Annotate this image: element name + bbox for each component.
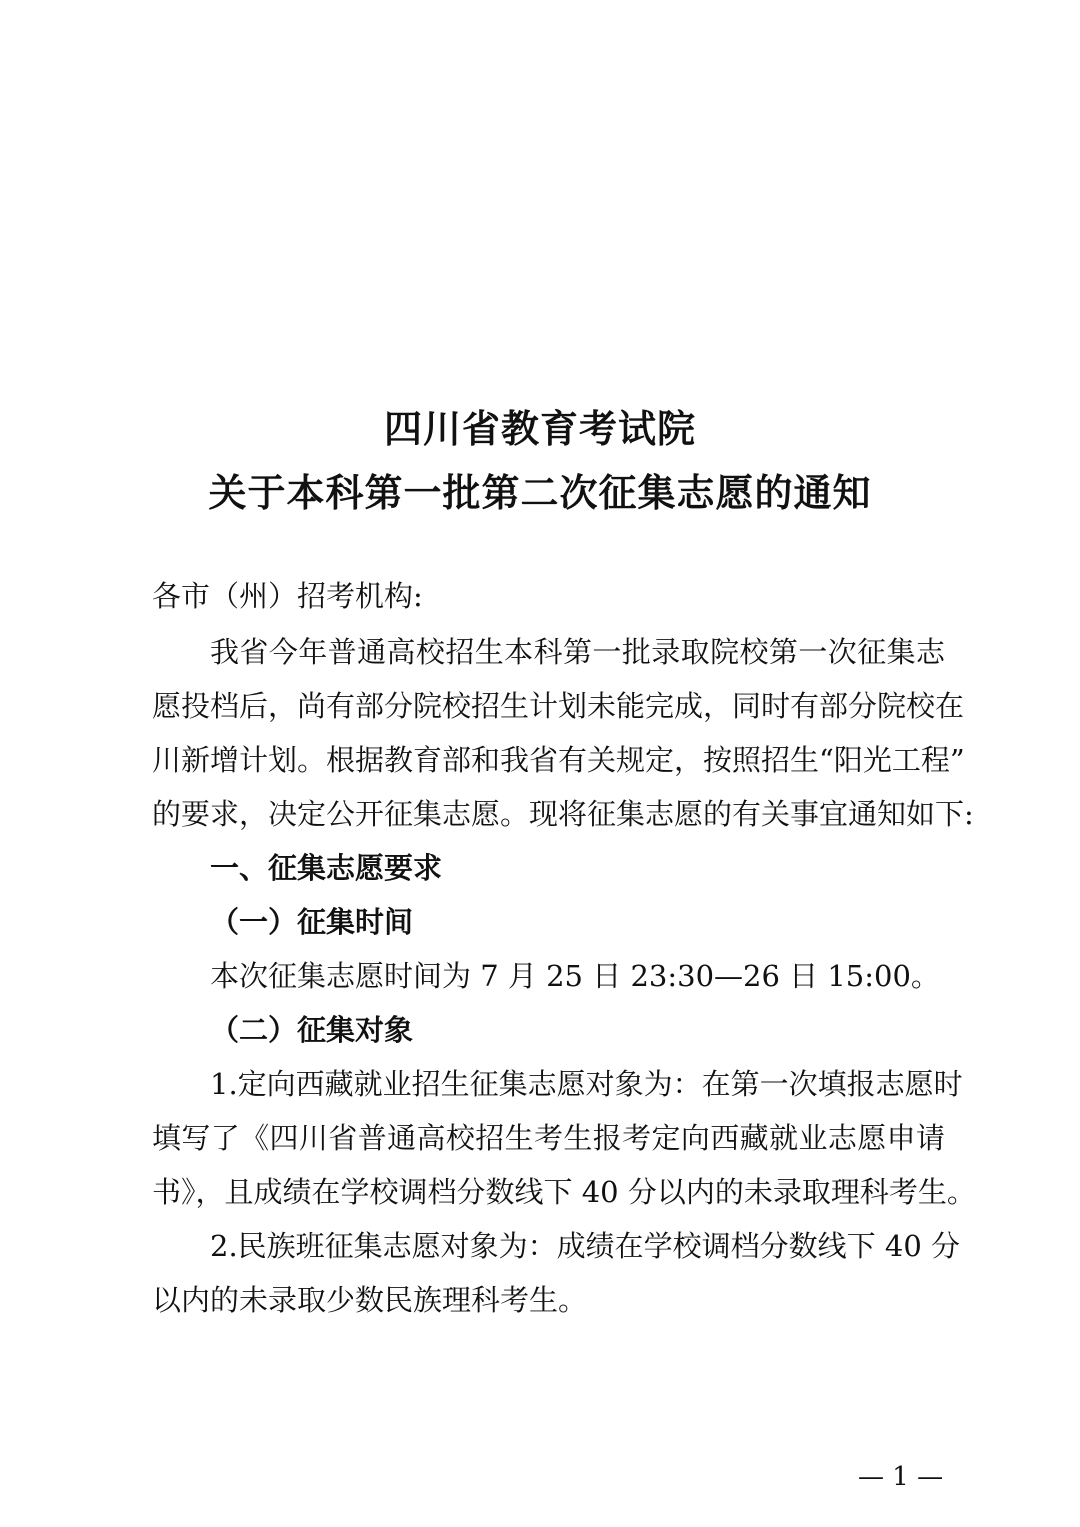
section-heading: 一、征集志愿要求 xyxy=(210,851,443,885)
document-title-line-1: 四川省教育考试院 xyxy=(383,406,696,451)
document-title-line-2: 关于本科第一批第二次征集志愿的通知 xyxy=(208,470,872,515)
salutation: 各市（州）招考机构: xyxy=(152,579,423,613)
list-item-line: 书》，且成绩在学校调档分数线下 40 分以内的未录取理科考生。 xyxy=(152,1175,976,1209)
paragraph-line: 川新增计划。根据教育部和我省有关规定，按照招生“阳光工程” xyxy=(152,743,965,777)
paragraph-line: 愿投档后，尚有部分院校招生计划未能完成，同时有部分院校在 xyxy=(152,689,965,723)
subsection-heading: （一）征集时间 xyxy=(210,905,414,939)
list-item-line: 2.民族班征集志愿对象为：成绩在学校调档分数线下 40 分 xyxy=(210,1229,961,1263)
subsection-heading: （二）征集对象 xyxy=(210,1013,414,1047)
list-item-line: 1.定向西藏就业招生征集志愿对象为：在第一次填报志愿时 xyxy=(210,1067,963,1101)
list-item-line: 以内的未录取少数民族理科考生。 xyxy=(152,1283,588,1317)
time-text: 本次征集志愿时间为 7 月 25 日 23:30—26 日 15:00。 xyxy=(210,959,940,993)
page-number: — 1 — xyxy=(858,1462,944,1492)
paragraph-line: 我省今年普通高校招生本科第一批录取院校第一次征集志 xyxy=(210,635,945,669)
paragraph-line: 的要求，决定公开征集志愿。现将征集志愿的有关事宜通知如下: xyxy=(152,797,974,831)
list-item-line: 填写了《四川省普通高校招生考生报考定向西藏就业志愿申请 xyxy=(152,1121,945,1155)
